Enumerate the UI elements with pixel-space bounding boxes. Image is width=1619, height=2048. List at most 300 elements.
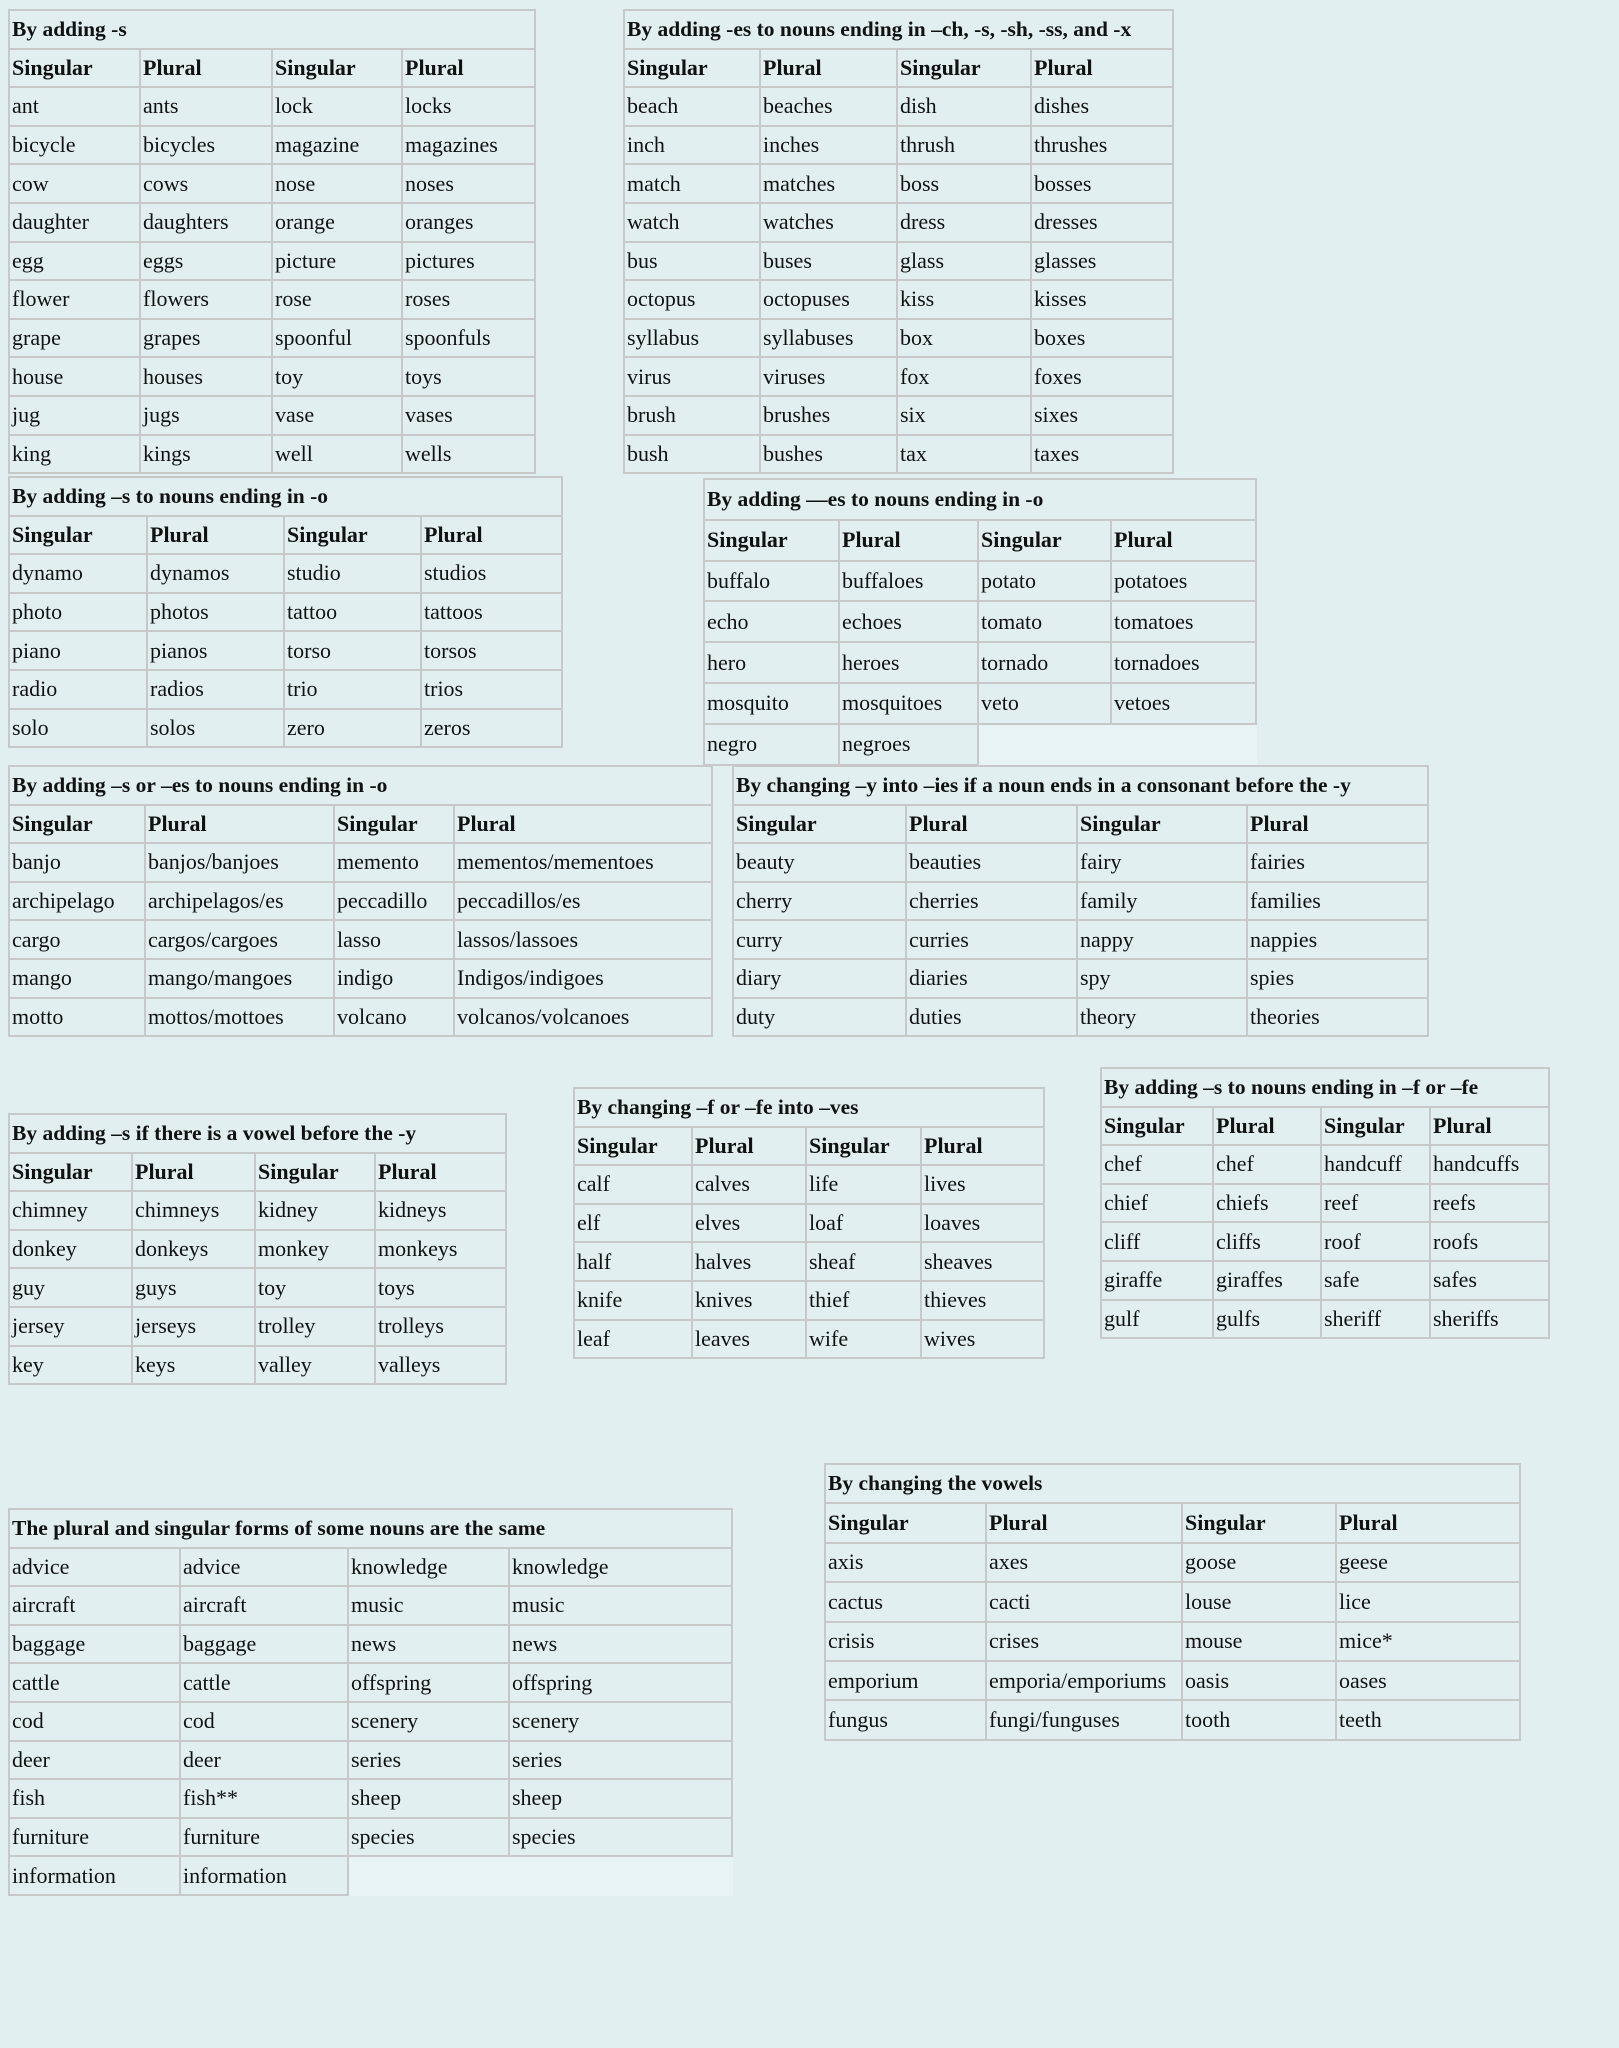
plural-cell: teeth: [1336, 1700, 1520, 1739]
table-row: [1101, 1145, 1549, 1184]
plural-cell: roses: [402, 280, 535, 319]
column-header: Plural: [760, 49, 897, 88]
table-row: [9, 1625, 732, 1664]
singular-cell: king: [9, 435, 140, 474]
plural-cell: fairies: [1247, 843, 1428, 882]
table-title: By adding –s to nouns ending in -o: [9, 477, 562, 516]
table-title-row: [9, 1509, 732, 1548]
column-header: Plural: [1430, 1107, 1549, 1146]
plural-cell: series: [509, 1741, 732, 1780]
singular-cell: motto: [9, 998, 145, 1037]
plural-cell: sheep: [509, 1779, 732, 1818]
table-row: [624, 203, 1173, 242]
singular-cell: sheriff: [1321, 1300, 1430, 1339]
singular-cell: lasso: [334, 920, 454, 959]
plural-cell: toys: [402, 357, 535, 396]
column-header: Plural: [1031, 49, 1173, 88]
table-title-row: [9, 766, 712, 805]
plural-cell: families: [1247, 882, 1428, 921]
singular-cell: inch: [624, 126, 760, 165]
table-row: [1101, 1300, 1549, 1339]
singular-cell: toy: [272, 357, 402, 396]
plural-cell: buffaloes: [839, 561, 978, 602]
singular-cell: solo: [9, 709, 147, 748]
singular-cell: toy: [255, 1268, 375, 1307]
table-row: [825, 1661, 1520, 1700]
plural-cell: calves: [692, 1165, 806, 1204]
table-adding-s-o: [8, 476, 563, 748]
table-title: By adding -es to nouns ending in –ch, -s, -sh, -ss, and -x: [624, 10, 1173, 49]
plural-cell: valleys: [375, 1346, 506, 1385]
singular-cell: chimney: [9, 1191, 132, 1230]
singular-cell: kiss: [897, 280, 1031, 319]
plural-cell: lassos/lassoes: [454, 920, 712, 959]
table-row: [9, 670, 562, 709]
table-row: [624, 242, 1173, 281]
table-row: [704, 683, 1256, 724]
plural-cell: vases: [402, 396, 535, 435]
plural-cell: bicycles: [140, 126, 272, 165]
singular-cell: six: [897, 396, 1031, 435]
table-row: [574, 1204, 1044, 1243]
table-title-row: [825, 1464, 1520, 1503]
singular-cell: deer: [9, 1741, 180, 1780]
plural-cell: inches: [760, 126, 897, 165]
table-row: [704, 561, 1256, 602]
singular-cell: house: [9, 357, 140, 396]
column-header: Singular: [806, 1127, 921, 1166]
singular-cell: mouse: [1182, 1622, 1336, 1661]
singular-cell: bicycle: [9, 126, 140, 165]
plural-cell: glasses: [1031, 242, 1173, 281]
table-row: [9, 242, 535, 281]
table-changing-f-fe-ves: [573, 1087, 1045, 1359]
singular-cell: knowledge: [348, 1548, 509, 1587]
singular-cell: bus: [624, 242, 760, 281]
singular-cell: information: [9, 1856, 180, 1895]
singular-cell: trolley: [255, 1307, 375, 1346]
singular-cell: octopus: [624, 280, 760, 319]
table-row: [9, 998, 712, 1037]
singular-cell: beauty: [733, 843, 906, 882]
table-adding-s-f-fe: [1100, 1067, 1550, 1339]
plural-cell: beaches: [760, 87, 897, 126]
empty-cell: [348, 1856, 509, 1895]
singular-cell: chef: [1101, 1145, 1213, 1184]
singular-cell: lock: [272, 87, 402, 126]
table-row: [574, 1165, 1044, 1204]
plural-cell: geese: [1336, 1543, 1520, 1582]
plural-cell: potatoes: [1111, 561, 1256, 602]
empty-cell: [978, 724, 1111, 765]
singular-cell: glass: [897, 242, 1031, 281]
singular-cell: photo: [9, 593, 147, 632]
table-row: [9, 126, 535, 165]
singular-cell: donkey: [9, 1230, 132, 1269]
plural-cell: sheriffs: [1430, 1300, 1549, 1339]
singular-cell: furniture: [9, 1818, 180, 1857]
table-row: [9, 1586, 732, 1625]
table-row: [624, 164, 1173, 203]
table-row: [9, 1548, 732, 1587]
plural-cell: sixes: [1031, 396, 1173, 435]
plural-cell: donkeys: [132, 1230, 255, 1269]
singular-cell: dress: [897, 203, 1031, 242]
table-row: [733, 998, 1428, 1037]
singular-cell: nose: [272, 164, 402, 203]
table-title-row: [9, 10, 535, 49]
table-row: [9, 554, 562, 593]
singular-cell: spoonful: [272, 319, 402, 358]
table-row: [624, 280, 1173, 319]
table-row: [9, 1702, 732, 1741]
singular-cell: species: [348, 1818, 509, 1857]
table-adding-s: [8, 9, 536, 474]
plural-cell: heroes: [839, 642, 978, 683]
singular-cell: oasis: [1182, 1661, 1336, 1700]
singular-cell: fish: [9, 1779, 180, 1818]
singular-cell: echo: [704, 601, 839, 642]
plural-cell: halves: [692, 1242, 806, 1281]
column-header: Singular: [334, 805, 454, 844]
table-row: [733, 920, 1428, 959]
plural-cell: pianos: [147, 631, 284, 670]
table-row: [9, 882, 712, 921]
plural-cell: foxes: [1031, 357, 1173, 396]
table-row: [9, 435, 535, 474]
plural-cell: solos: [147, 709, 284, 748]
empty-cell: [509, 1856, 732, 1895]
plural-cell: advice: [180, 1548, 348, 1587]
plural-cell: loaves: [921, 1204, 1044, 1243]
table-row: [9, 1856, 732, 1895]
plural-cell: bushes: [760, 435, 897, 474]
singular-cell: torso: [284, 631, 421, 670]
plural-cell: noses: [402, 164, 535, 203]
table-row: [624, 319, 1173, 358]
plural-cell: species: [509, 1818, 732, 1857]
singular-cell: hero: [704, 642, 839, 683]
column-header: Plural: [986, 1503, 1182, 1542]
plural-cell: oases: [1336, 1661, 1520, 1700]
plural-cell: reefs: [1430, 1184, 1549, 1223]
plural-cell: buses: [760, 242, 897, 281]
singular-cell: cow: [9, 164, 140, 203]
singular-cell: match: [624, 164, 760, 203]
singular-cell: thief: [806, 1281, 921, 1320]
singular-cell: rose: [272, 280, 402, 319]
plural-cell: flowers: [140, 280, 272, 319]
table-row: [624, 126, 1173, 165]
plural-cell: chiefs: [1213, 1184, 1321, 1223]
plural-cell: syllabuses: [760, 319, 897, 358]
column-header: Singular: [1101, 1107, 1213, 1146]
singular-cell: sheep: [348, 1779, 509, 1818]
plural-cell: fish**: [180, 1779, 348, 1818]
table-header-row: [825, 1503, 1520, 1542]
table-adding-es-o: [703, 478, 1257, 766]
plural-cell: sheaves: [921, 1242, 1044, 1281]
plural-cell: octopuses: [760, 280, 897, 319]
singular-cell: cherry: [733, 882, 906, 921]
plural-cell: peccadillos/es: [454, 882, 712, 921]
table-header-row: [9, 516, 562, 555]
plural-cell: trios: [421, 670, 562, 709]
singular-cell: chief: [1101, 1184, 1213, 1223]
singular-cell: boss: [897, 164, 1031, 203]
singular-cell: kidney: [255, 1191, 375, 1230]
table-row: [9, 87, 535, 126]
singular-cell: goose: [1182, 1543, 1336, 1582]
plural-cell: dishes: [1031, 87, 1173, 126]
table-title: By adding —es to nouns ending in -o: [704, 479, 1256, 520]
singular-cell: cliff: [1101, 1222, 1213, 1261]
singular-cell: emporium: [825, 1661, 986, 1700]
column-header: Plural: [906, 805, 1077, 844]
singular-cell: family: [1077, 882, 1247, 921]
table-title-row: [624, 10, 1173, 49]
plural-cell: grapes: [140, 319, 272, 358]
plural-cell: elves: [692, 1204, 806, 1243]
plural-cell: lives: [921, 1165, 1044, 1204]
singular-cell: memento: [334, 843, 454, 882]
plural-cell: thrushes: [1031, 126, 1173, 165]
column-header: Plural: [1111, 520, 1256, 561]
plural-cell: mice*: [1336, 1622, 1520, 1661]
plural-cell: toys: [375, 1268, 506, 1307]
singular-cell: beach: [624, 87, 760, 126]
singular-cell: fungus: [825, 1700, 986, 1739]
plural-cell: baggage: [180, 1625, 348, 1664]
column-header: Singular: [272, 49, 402, 88]
plural-cell: news: [509, 1625, 732, 1664]
column-header: Singular: [624, 49, 760, 88]
column-header: Singular: [978, 520, 1111, 561]
singular-cell: jersey: [9, 1307, 132, 1346]
table-row: [9, 920, 712, 959]
plural-cell: curries: [906, 920, 1077, 959]
plural-cell: diaries: [906, 959, 1077, 998]
plural-cell: information: [180, 1856, 348, 1895]
table-header-row: [9, 49, 535, 88]
table-row: [9, 1268, 506, 1307]
column-header: Plural: [921, 1127, 1044, 1166]
table-title: By changing the vowels: [825, 1464, 1520, 1503]
plural-cell: music: [509, 1586, 732, 1625]
column-header: Singular: [704, 520, 839, 561]
plural-cell: offspring: [509, 1663, 732, 1702]
column-header: Singular: [9, 516, 147, 555]
table-row: [9, 1191, 506, 1230]
plural-cell: jugs: [140, 396, 272, 435]
plural-cell: gulfs: [1213, 1300, 1321, 1339]
column-header: Plural: [692, 1127, 806, 1166]
table-title: By adding –s if there is a vowel before the -y: [9, 1114, 506, 1153]
plural-cell: kings: [140, 435, 272, 474]
table-row: [9, 709, 562, 748]
table-row: [825, 1700, 1520, 1739]
plural-cell: duties: [906, 998, 1077, 1037]
plural-cell: aircraft: [180, 1586, 348, 1625]
plural-cell: negroes: [839, 724, 978, 765]
table-row: [9, 631, 562, 670]
column-header: Plural: [1213, 1107, 1321, 1146]
singular-cell: tornado: [978, 642, 1111, 683]
singular-cell: dish: [897, 87, 1031, 126]
table-row: [9, 1307, 506, 1346]
plural-cell: cod: [180, 1702, 348, 1741]
table-title-row: [1101, 1068, 1549, 1107]
plural-cell: studios: [421, 554, 562, 593]
singular-cell: leaf: [574, 1320, 692, 1359]
singular-cell: safe: [1321, 1261, 1430, 1300]
singular-cell: axis: [825, 1543, 986, 1582]
table-title-row: [733, 766, 1428, 805]
singular-cell: valley: [255, 1346, 375, 1385]
plural-cell: knives: [692, 1281, 806, 1320]
column-header: Singular: [255, 1153, 375, 1192]
table-row: [9, 319, 535, 358]
plural-cell: echoes: [839, 601, 978, 642]
singular-cell: cod: [9, 1702, 180, 1741]
plural-cell: nappies: [1247, 920, 1428, 959]
plural-cell: jerseys: [132, 1307, 255, 1346]
plural-cell: kidneys: [375, 1191, 506, 1230]
plural-cell: knowledge: [509, 1548, 732, 1587]
singular-cell: diary: [733, 959, 906, 998]
singular-cell: knife: [574, 1281, 692, 1320]
singular-cell: virus: [624, 357, 760, 396]
plural-cell: crises: [986, 1622, 1182, 1661]
table-title-row: [574, 1088, 1044, 1127]
column-header: Plural: [454, 805, 712, 844]
singular-cell: elf: [574, 1204, 692, 1243]
singular-cell: flower: [9, 280, 140, 319]
table-row: [624, 396, 1173, 435]
plural-cell: cliffs: [1213, 1222, 1321, 1261]
table-changing-vowels: [824, 1463, 1521, 1741]
singular-cell: scenery: [348, 1702, 509, 1741]
column-header: Singular: [9, 49, 140, 88]
plural-cell: banjos/banjoes: [145, 843, 334, 882]
plural-cell: dresses: [1031, 203, 1173, 242]
singular-cell: watch: [624, 203, 760, 242]
plural-cell: mosquitoes: [839, 683, 978, 724]
table-row: [733, 882, 1428, 921]
table-row: [9, 843, 712, 882]
singular-cell: monkey: [255, 1230, 375, 1269]
table-row: [9, 396, 535, 435]
singular-cell: fairy: [1077, 843, 1247, 882]
plural-cell: chef: [1213, 1145, 1321, 1184]
plural-cell: tomatoes: [1111, 601, 1256, 642]
singular-cell: brush: [624, 396, 760, 435]
singular-cell: jug: [9, 396, 140, 435]
singular-cell: egg: [9, 242, 140, 281]
column-header: Singular: [284, 516, 421, 555]
singular-cell: peccadillo: [334, 882, 454, 921]
table-row: [624, 87, 1173, 126]
singular-cell: veto: [978, 683, 1111, 724]
singular-cell: handcuff: [1321, 1145, 1430, 1184]
plural-cell: taxes: [1031, 435, 1173, 474]
plural-cell: matches: [760, 164, 897, 203]
singular-cell: series: [348, 1741, 509, 1780]
singular-cell: picture: [272, 242, 402, 281]
table-header-row: [1101, 1107, 1549, 1146]
singular-cell: half: [574, 1242, 692, 1281]
plural-cell: wives: [921, 1320, 1044, 1359]
table-row: [9, 1663, 732, 1702]
column-header: Singular: [1182, 1503, 1336, 1542]
singular-cell: thrush: [897, 126, 1031, 165]
singular-cell: news: [348, 1625, 509, 1664]
singular-cell: vase: [272, 396, 402, 435]
plural-cell: thieves: [921, 1281, 1044, 1320]
plural-cell: safes: [1430, 1261, 1549, 1300]
table-header-row: [733, 805, 1428, 844]
singular-cell: calf: [574, 1165, 692, 1204]
plural-cell: cows: [140, 164, 272, 203]
table-header-row: [574, 1127, 1044, 1166]
singular-cell: duty: [733, 998, 906, 1037]
table-header-row: [9, 1153, 506, 1192]
singular-cell: loaf: [806, 1204, 921, 1243]
plural-cell: mottos/mottoes: [145, 998, 334, 1037]
singular-cell: syllabus: [624, 319, 760, 358]
singular-cell: guy: [9, 1268, 132, 1307]
singular-cell: nappy: [1077, 920, 1247, 959]
table-row: [704, 724, 1256, 765]
column-header: Plural: [375, 1153, 506, 1192]
plural-cell: monkeys: [375, 1230, 506, 1269]
singular-cell: studio: [284, 554, 421, 593]
singular-cell: curry: [733, 920, 906, 959]
plural-cell: viruses: [760, 357, 897, 396]
plural-cell: houses: [140, 357, 272, 396]
plural-cell: emporia/emporiums: [986, 1661, 1182, 1700]
plural-cell: theories: [1247, 998, 1428, 1037]
singular-cell: tax: [897, 435, 1031, 474]
singular-cell: ant: [9, 87, 140, 126]
singular-cell: indigo: [334, 959, 454, 998]
singular-cell: magazine: [272, 126, 402, 165]
plural-cell: torsos: [421, 631, 562, 670]
column-header: Plural: [147, 516, 284, 555]
table-same-forms: [8, 1508, 733, 1896]
singular-cell: mosquito: [704, 683, 839, 724]
table-title: By changing –f or –fe into –ves: [574, 1088, 1044, 1127]
column-header: Plural: [1336, 1503, 1520, 1542]
plural-cell: photos: [147, 593, 284, 632]
singular-cell: radio: [9, 670, 147, 709]
column-header: Plural: [1247, 805, 1428, 844]
table-row: [9, 1741, 732, 1780]
table-row: [733, 959, 1428, 998]
table-row: [9, 1779, 732, 1818]
table-title-row: [704, 479, 1256, 520]
singular-cell: offspring: [348, 1663, 509, 1702]
singular-cell: tattoo: [284, 593, 421, 632]
column-header: Singular: [825, 1503, 986, 1542]
plural-cell: watches: [760, 203, 897, 242]
plural-cell: guys: [132, 1268, 255, 1307]
plural-cell: cattle: [180, 1663, 348, 1702]
column-header: Singular: [1321, 1107, 1430, 1146]
column-header: Plural: [132, 1153, 255, 1192]
column-header: Singular: [897, 49, 1031, 88]
singular-cell: gulf: [1101, 1300, 1213, 1339]
